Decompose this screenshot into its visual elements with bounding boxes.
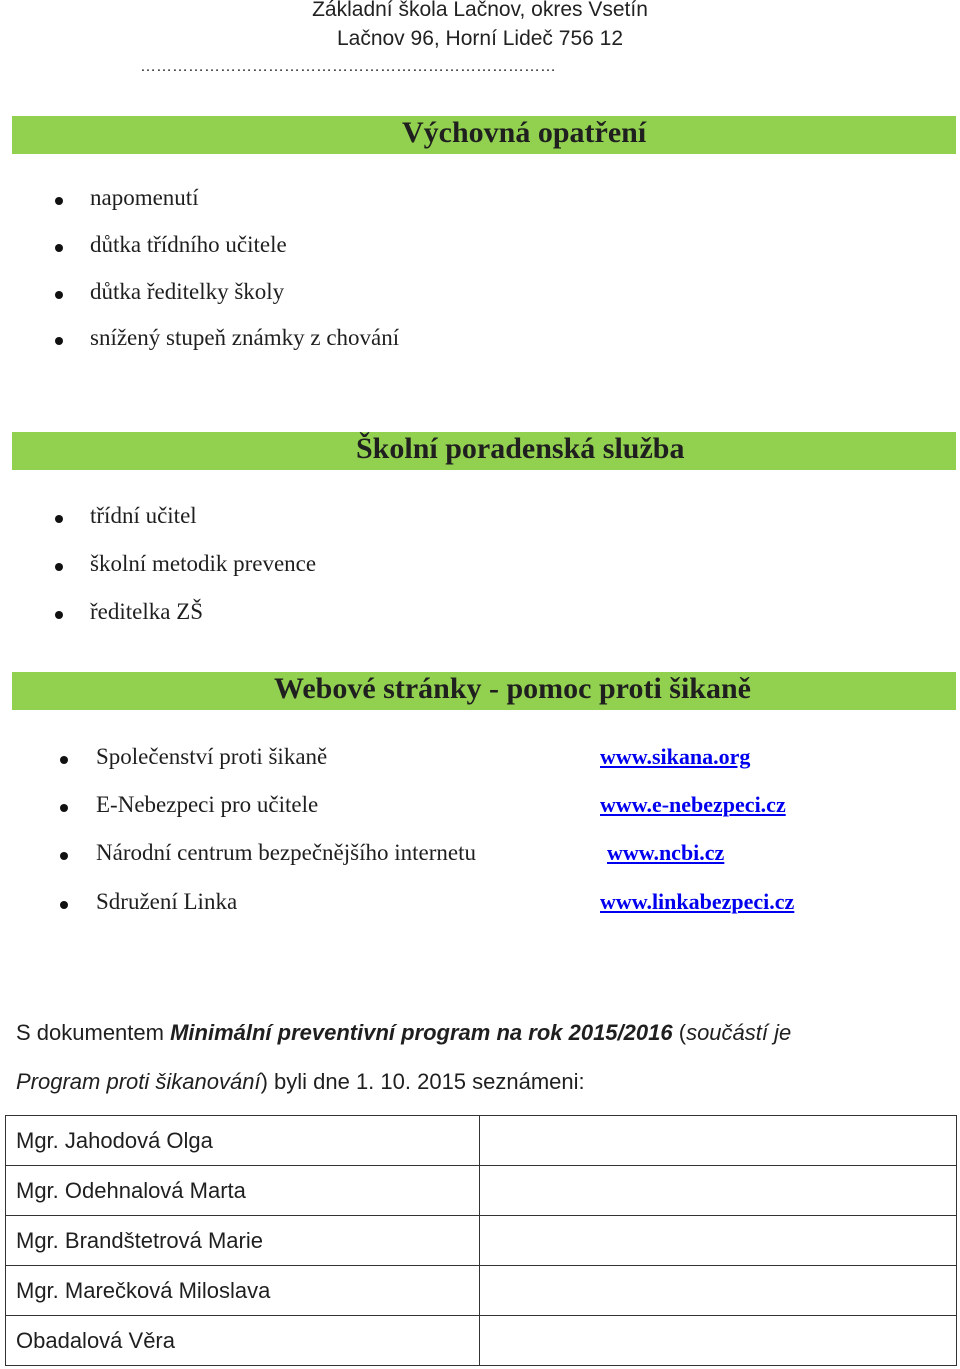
table-row	[6, 1316, 957, 1366]
school-address: Lačnov 96, Horní Lideč 756 12	[336, 27, 624, 50]
staff-name: Mgr. Marečková Miloslava	[6, 1266, 480, 1316]
staff-name: Mgr. Odehnalová Marta	[6, 1166, 480, 1216]
bullet-icon	[55, 337, 63, 345]
section-title-measures: Výchovná opatření	[402, 116, 647, 149]
school-name: Základní škola Lačnov, okres Vsetín	[312, 0, 648, 21]
section-title-counseling: Školní poradenská služba	[356, 432, 685, 465]
bullet-icon	[60, 901, 68, 909]
bullet-icon	[55, 515, 63, 523]
bullet-icon	[60, 804, 68, 812]
statement-line-2: Program proti šikanování) byli dne 1. 10. 2015 seznámeni:	[16, 1069, 585, 1094]
signature-cell[interactable]	[480, 1116, 957, 1166]
statement-line-1: S dokumentem Minimální preventivní program na rok 2015/2016 (součástí je	[16, 1020, 792, 1045]
signature-cell[interactable]	[480, 1216, 957, 1266]
staff-name: Obadalová Věra	[6, 1316, 480, 1366]
section-band-websites	[12, 672, 956, 710]
staff-name: Mgr. Jahodová Olga	[6, 1116, 480, 1166]
bullet-icon	[55, 611, 63, 619]
bullet-icon	[60, 852, 68, 860]
link-linkabezpeci[interactable]: www.linkabezpeci.cz	[600, 889, 795, 914]
link-e-nebezpeci[interactable]: www.e-nebezpeci.cz	[600, 792, 786, 817]
table-row	[6, 1116, 957, 1166]
signature-cell[interactable]	[480, 1166, 957, 1216]
section-title-websites: Webové stránky - pomoc proti šikaně	[274, 672, 751, 705]
bullet-icon	[55, 291, 63, 299]
section-band-counseling	[12, 432, 956, 470]
table-row	[6, 1166, 957, 1216]
section-band-measures	[12, 116, 956, 154]
link-ncbi[interactable]: www.ncbi.cz	[607, 840, 725, 865]
signature-cell[interactable]	[480, 1316, 957, 1366]
bullet-icon	[55, 197, 63, 205]
signature-cell[interactable]	[480, 1266, 957, 1316]
signature-table	[5, 1115, 957, 1366]
table-row	[6, 1216, 957, 1266]
staff-name: Mgr. Brandštetrová Marie	[6, 1216, 480, 1266]
header-separator: ……………………………………………………………………	[140, 58, 556, 75]
table-row	[6, 1266, 957, 1316]
document-title: Minimální preventivní program na rok 2015/2016	[170, 1020, 673, 1045]
bullet-icon	[55, 563, 63, 571]
link-sikana[interactable]: www.sikana.org	[600, 744, 751, 769]
bullet-icon	[55, 244, 63, 252]
bullet-icon	[60, 756, 68, 764]
